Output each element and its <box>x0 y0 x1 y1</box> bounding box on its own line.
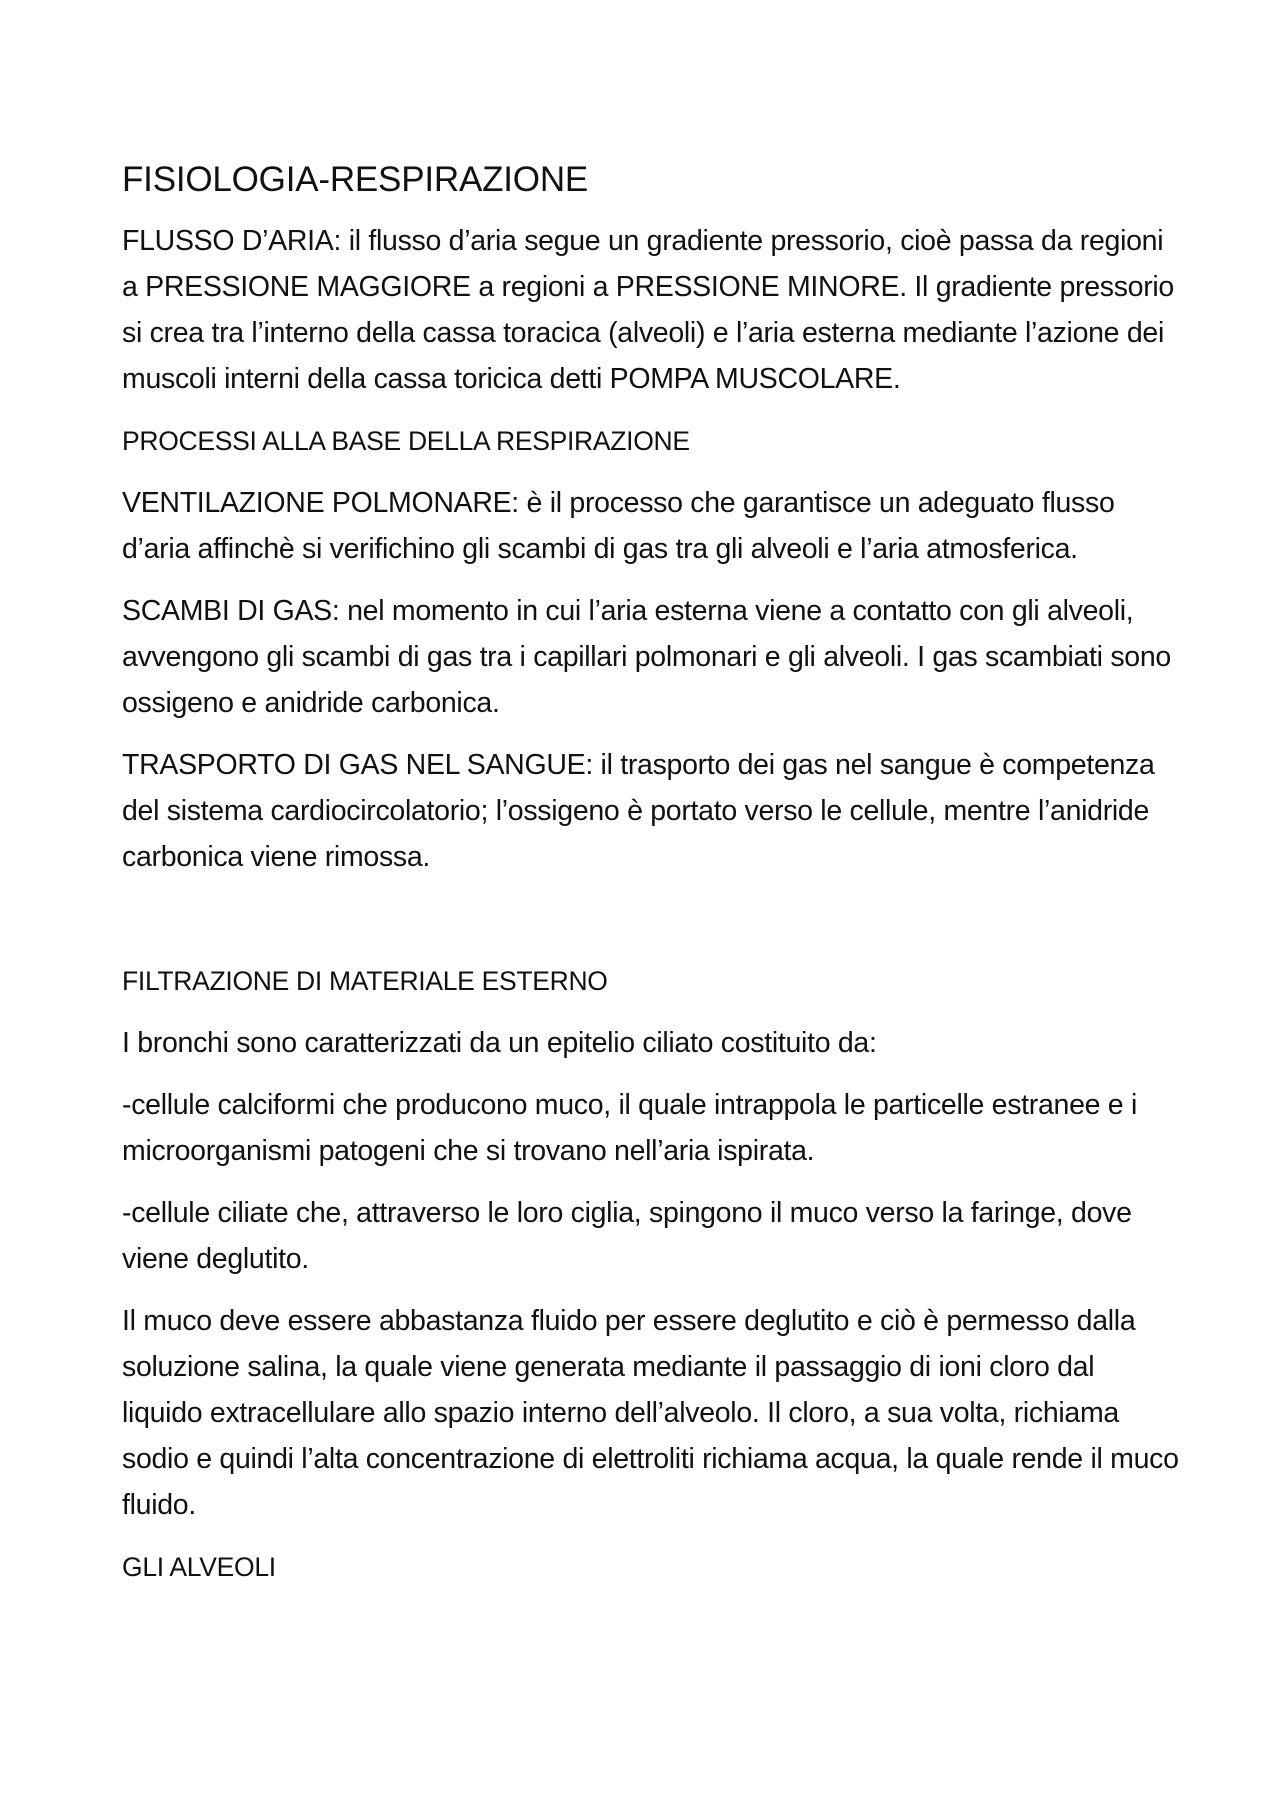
paragraph-ventilazione: VENTILAZIONE POLMONARE: è il processo che garantisce un adeguato flusso d’aria affinchè si verifichino gli scambi di gas tra gli alveoli e l’aria atmosferica. <box>122 487 1115 565</box>
heading-filtrazione: FILTRAZIONE DI MATERIALE ESTERNO <box>122 966 608 996</box>
heading-alveoli: GLI ALVEOLI <box>122 1552 276 1582</box>
paragraph-cellule-ciliate: -cellule ciliate che, attraverso le loro ciglia, spingono il muco verso la faringe, dove viene deglutito. <box>122 1197 1132 1275</box>
paragraph-bronchi: I bronchi sono caratterizzati da un epitelio ciliato costituito da: <box>122 1027 877 1059</box>
paragraph-cellule-calciformi: -cellule calciformi che producono muco, il quale intrappola le particelle estranee e i microorganismi patogeni che si trovano nell’aria ispirata. <box>122 1089 1138 1167</box>
paragraph-flusso-aria: FLUSSO D’ARIA: il flusso d’aria segue un gradiente pressorio, cioè passa da regioni a PRESSIONE MAGGIORE a regioni a PRESSIONE MINORE. Il gradiente pressorio si crea tra l’interno della cassa toracica (alveoli) e l’aria esterna mediante l’azione dei muscoli interni della cassa toricica detti POMPA MUSCOLARE. <box>122 225 1174 395</box>
paragraph-scambi-gas: SCAMBI DI GAS: nel momento in cui l’aria esterna viene a contatto con gli alveoli, avvengono gli scambi di gas tra i capillari polmonari e gli alveoli. I gas scambiati sono ossigeno e anidride carbonica. <box>122 595 1171 719</box>
document-page <box>122 150 1182 1606</box>
paragraph-muco: Il muco deve essere abbastanza fluido per essere deglutito e ciò è permesso dalla soluzione salina, la quale viene generata mediante il passaggio di ioni cloro dal liquido extracellulare allo spazio interno dell’alveolo. Il cloro, a sua volta, richiama sodio e quindi l’alta concentrazione di elettroliti richiama acqua, la quale rende il muco fluido. <box>122 1305 1179 1521</box>
heading-processi: PROCESSI ALLA BASE DELLA RESPIRAZIONE <box>122 426 690 456</box>
paragraph-trasporto-gas: TRASPORTO DI GAS NEL SANGUE: il trasporto dei gas nel sangue è competenza del sistema cardiocircolatorio; l’ossigeno è portato verso le cellule, mentre l’anidride carbonica viene rimossa. <box>122 749 1155 873</box>
blank-line <box>122 896 1182 958</box>
document-title: FISIOLOGIA-RESPIRAZIONE <box>122 160 589 199</box>
